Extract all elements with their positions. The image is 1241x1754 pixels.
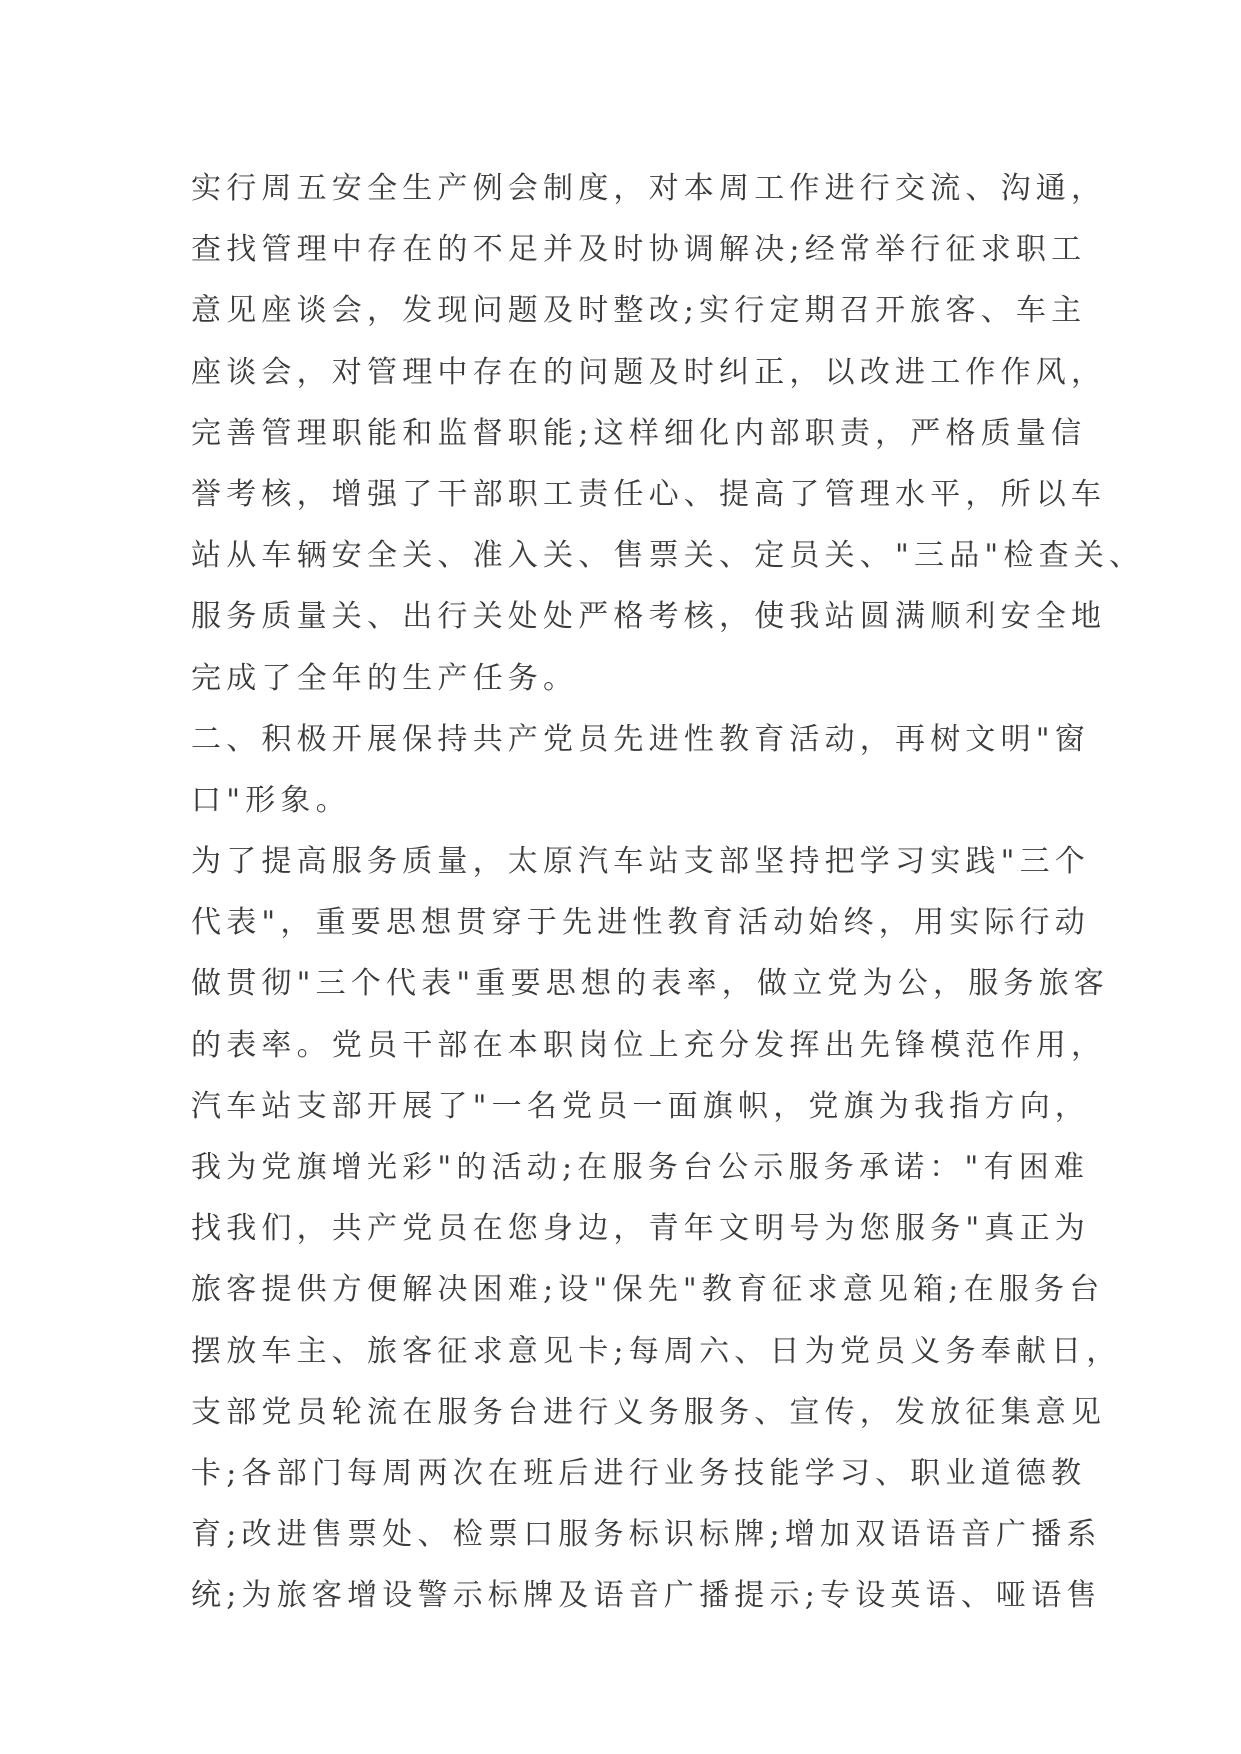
text-line: 支部党员轮流在服务台进行义务服务、宣传，发放征集意见 [191, 1394, 1107, 1430]
text-line: 完成了全年的生产任务。 [191, 660, 579, 696]
text-line: 查找管理中存在的不足并及时协调解决;经常举行征求职工 [191, 232, 1087, 268]
text-line: 我为党旗增光彩"的活动;在服务台公示服务承诺："有困难 [191, 1150, 1090, 1185]
text-line: 站从车辆安全关、准入关、售票关、定员关、"三品"检查关、 [191, 538, 1145, 574]
text-line: 育;改进售票处、检票口服务标识标牌;增加双语语音广播系 [191, 1517, 1102, 1553]
text-line: 完善管理职能和监督职能;这样细化内部职责，严格质量信 [191, 415, 1087, 451]
text-line: 誉考核，增强了干部职工责任心、提高了管理水平，所以车 [191, 476, 1107, 512]
section-heading-line: 口"形象。 [191, 782, 351, 818]
text-line: 实行周五安全生产例会制度，对本周工作进行交流、沟通， [191, 171, 1107, 206]
body-text [191, 158, 1145, 1627]
text-line: 服务质量关、出行关处处严格考核，使我站圆满顺利安全地 [191, 599, 1107, 635]
section-heading-line: 二、积极开展保持共产党员先进性教育活动，再树文明"窗 [191, 721, 1090, 757]
text-line: 为了提高服务质量，太原汽车站支部坚持把学习实践"三个 [191, 844, 1090, 880]
text-line: 找我们，共产党员在您身边，青年文明号为您服务"真正为 [191, 1211, 1090, 1247]
text-line: 旅客提供方便解决困难;设"保先"教育征求意见箱;在服务台 [191, 1272, 1105, 1308]
text-line: 摆放车主、旅客征求意见卡;每周六、日为党员义务奉献日， [191, 1333, 1122, 1369]
text-line: 座谈会，对管理中存在的问题及时纠正，以改进工作作风， [191, 354, 1107, 390]
text-line: 的表率。党员干部在本职岗位上充分发挥出先锋模范作用， [191, 1027, 1107, 1063]
text-line: 卡;各部门每周两次在班后进行业务技能学习、职业道德教 [191, 1455, 1087, 1491]
text-line: 意见座谈会，发现问题及时整改;实行定期召开旅客、车主 [191, 293, 1087, 329]
text-line: 统;为旅客增设警示标牌及语音广播提示;专设英语、哑语售 [191, 1578, 1102, 1614]
text-line: 做贯彻"三个代表"重要思想的表率，做立党为公，服务旅客 [191, 966, 1109, 1002]
text-line: 汽车站支部开展了"一名党员一面旗帜，党旗为我指方向， [191, 1088, 1090, 1124]
text-line: 代表"，重要思想贯穿于先进性教育活动始终，用实际行动 [191, 905, 1090, 941]
